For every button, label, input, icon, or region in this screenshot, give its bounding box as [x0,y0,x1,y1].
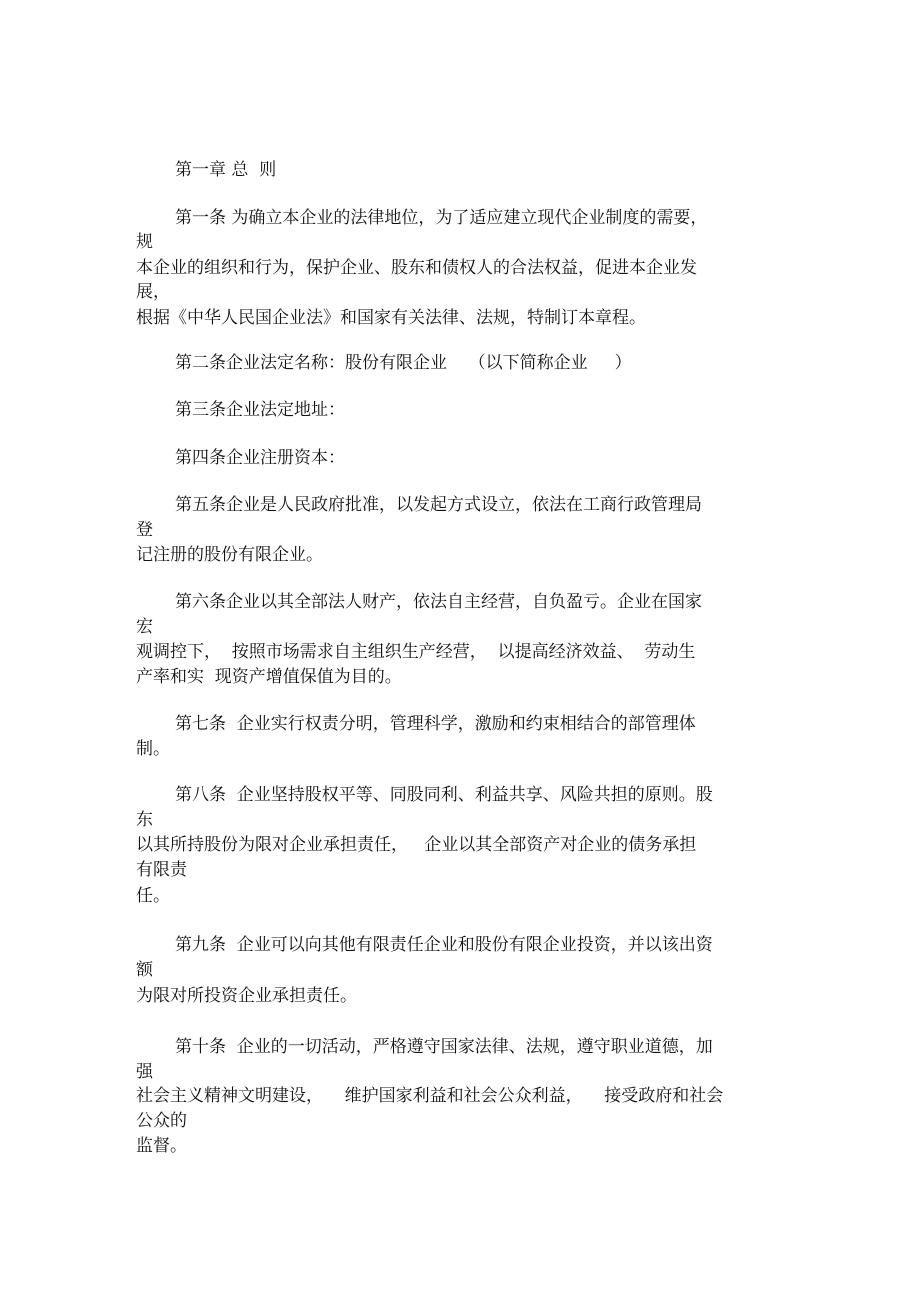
article-8-line-1: 第八条 企业坚持股权平等、同股同利、利益共享、风险共担的原则。股 [175,785,713,805]
article-10-line-1: 第十条 企业的一切活动，严格遵守国家法律、法规，遵守职业道德，加 [175,1037,713,1057]
article-1-line-2: 规 [136,232,153,252]
article-1-line-3: 本企业的组织和行为，保护企业、股东和债权人的合法权益，促进本企业发 [136,258,697,278]
article-6-line-3: 观调控下， 按照市场需求自主组织生产经营， 以提高经济效益、 劳动生 [136,642,696,662]
article-9-line-2: 额 [136,960,153,980]
article-1-line-1: 第一条 为确立本企业的法律地位，为了适应建立现代企业制度的需要， [175,208,708,228]
article-7-line-2: 制。 [136,739,170,759]
article-6-line-2: 宏 [136,617,153,637]
article-9-line-1: 第九条 企业可以向其他有限责任企业和股份有限企业投资，并以该出资 [175,935,713,955]
article-9-line-3: 为限对所投资企业承担责任。 [136,986,357,1006]
article-8-line-2: 东 [136,810,153,830]
article-8-line-4: 有限责 [136,860,187,880]
article-7-line-1: 第七条 企业实行权责分明，管理科学，激励和约束相结合的部管理体 [175,714,696,734]
article-5-line-1: 第五条企业是人民政府批准，以发起方式设立，依法在工商行政管理局 [175,495,702,515]
article-5-line-3: 记注册的股份有限企业。 [136,545,323,565]
article-5-line-2: 登 [136,520,153,540]
article-6-line-4: 产率和实 现资产增值保值为目的。 [136,667,402,687]
article-1-line-5: 根据《中华人民国企业法》和国家有关法律、法规，特制订本章程。 [136,308,646,328]
article-8-line-3: 以其所持股份为限对企业承担责任， 企业以其全部资产对企业的债务承担 [136,835,697,855]
article-2-line-1: 第二条企业法定名称：股份有限企业 （以下简称企业 ） [175,353,632,373]
article-10-line-2: 强 [136,1062,153,1082]
article-10-line-5: 监督。 [136,1136,187,1156]
article-10-line-4: 公众的 [136,1111,187,1131]
chapter-title: 第一章 总 则 [175,160,277,180]
article-3-line-1: 第三条企业法定地址： [175,400,345,420]
article-6-line-1: 第六条企业以其全部法人财产，依法自主经营，自负盈亏。企业在国家 [175,592,702,612]
article-4-line-1: 第四条企业注册资本： [175,448,345,468]
article-10-line-3: 社会主义精神文明建设， 维护国家利益和社会公众利益， 接受政府和社会 [136,1086,724,1106]
article-8-line-5: 任。 [136,886,170,906]
article-1-line-4: 展， [136,282,170,302]
